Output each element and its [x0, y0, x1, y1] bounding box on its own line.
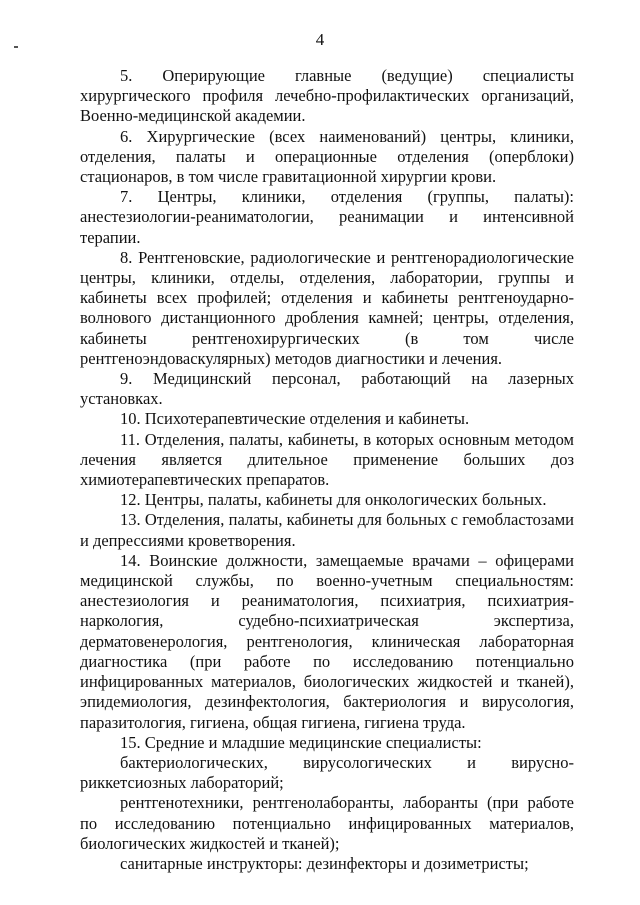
paragraph-5: 5. Оперирующие главные (ведущие) специалисты хирургического профиля лечебно-профилактических организаций, Военно-медицинской академии. — [80, 66, 574, 126]
paragraph-9: 9. Медицинский персонал, работающий на лазерных установках. — [80, 369, 574, 409]
paragraph-8: 8. Рентгеновские, радиологические и рентгенорадиологические центры, клиники, отделы, отделения, лаборатории, группы и кабинеты всех профилей; отделения и кабинеты рентгеноударно-волнового дистанционного дробления камней; центры, отделения, кабинеты рентгенохирургических (в том числе рентгеноэндоваскулярных) методов диагностики и лечения. — [80, 247, 574, 368]
paragraph-15: 15. Средние и младшие медицинские специалисты: — [120, 732, 482, 752]
paragraph-14: 14. Воинские должности, замещаемые врачами – офицерами медицинской службы, по военно-учетным специальностям: анестезиология и реаниматология, психиатрия, психиатрия-наркология, судебно-психиатрическая экспертиза, дерматовенерология, рентгенология, клиническая лабораторная диагностика (при работе по исследованию потенциально инфицированных материалов, биологических жидкостей и тканей), эпидемиология, дезинфектология, бактериология и вирусология, паразитология, гигиена, общая гигиена, гигиена труда. — [80, 550, 574, 732]
paragraph-6: 6. Хирургические (всех наименований) центры, клиники, отделения, палаты и операционные отделения (оперблоки) стационаров, в том числе гравитационной хирургии крови. — [80, 126, 574, 187]
paragraph-11: 11. Отделения, палаты, кабинеты, в которых основным методом лечения является длительное применение больших доз химиотерапевтических препаратов. — [80, 429, 574, 490]
paragraph-13: 13. Отделения, палаты, кабинеты для больных с гемобластозами и депрессиями кроветворения. — [80, 510, 574, 550]
paragraph-12: 12. Центры, палаты, кабинеты для онкологических больных. — [120, 490, 547, 510]
paragraph-7: 7. Центры, клиники, отделения (группы, палаты): анестезиологии-реаниматологии, реанимации и интенсивной терапии. — [80, 187, 574, 247]
paragraph-15-item-1: бактериологических, вирусологических и вирусно-риккетсиозных лабораторий; — [80, 752, 574, 793]
document-body — [80, 66, 574, 874]
paragraph-10: 10. Психотерапевтические отделения и кабинеты. — [120, 409, 470, 429]
page-number: 4 — [315, 30, 325, 49]
paragraph-15-item-3: санитарные инструкторы: дезинфекторы и дозиметристы; — [120, 853, 529, 873]
paragraph-15-item-2: рентгенотехники, рентгенолаборанты, лаборанты (при работе по исследованию потенциально инфицированных материалов, биологических жидкостей и тканей); — [80, 793, 574, 853]
